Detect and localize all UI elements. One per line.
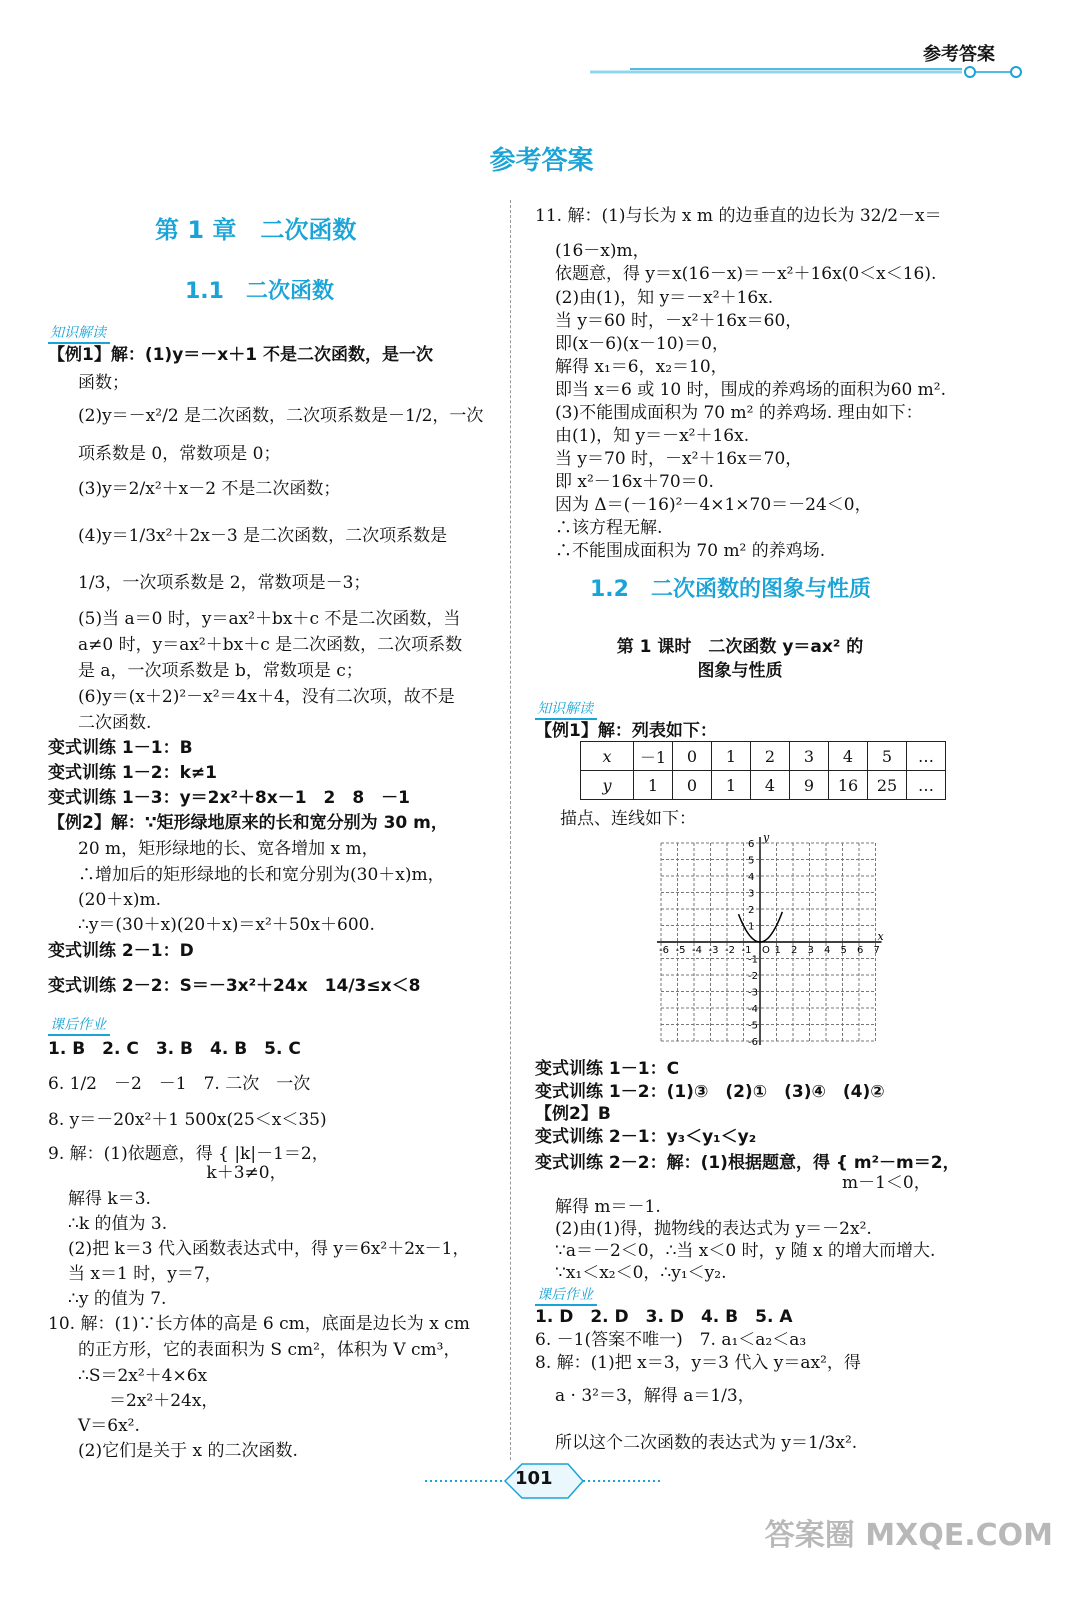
section-tag: 知识解读 xyxy=(48,322,110,344)
y-tick-label: -4 xyxy=(748,1004,758,1015)
answer-line: 变式训练 2－2：解：(1)根据题意，得 { m²－m＝2， xyxy=(535,1153,960,1173)
answer-line: ∴k 的值为 3. xyxy=(68,1214,168,1234)
answer-line: 9. 解：(1)依题意，得 { |k|－1＝2， xyxy=(48,1144,329,1164)
answer-line: 是 a，一次项系数是 b，常数项是 c； xyxy=(78,661,363,681)
answer-line: 变式训练 2－1：y₃＜y₁＜y₂ xyxy=(535,1127,757,1147)
table-cell: x xyxy=(581,742,634,771)
table-cell: … xyxy=(907,742,946,771)
answer-line: (2)把 k＝3 代入函数表达式中，得 y＝6x²＋2x－1， xyxy=(68,1239,470,1259)
answer-line: ∴增加后的矩形绿地的长和宽分别为(30＋x)m， xyxy=(78,865,445,885)
x-tick-label: 3 xyxy=(807,945,814,956)
answer-line: (2)由(1)得，抛物线的表达式为 y＝－2x². xyxy=(555,1219,872,1239)
y-axis-label: y xyxy=(763,831,770,844)
table-cell: 5 xyxy=(868,742,907,771)
answer-line: 变式训练 1－1：C xyxy=(535,1059,680,1079)
y-tick-label: 5 xyxy=(748,855,755,867)
x-tick-label: -3 xyxy=(708,945,719,956)
answer-line: 解得 k＝3. xyxy=(68,1189,151,1209)
answer-line: a · 3²＝3，解得 a＝1/3， xyxy=(555,1386,755,1406)
answer-line: 6. 1/2 －2 －1 7. 二次 一次 xyxy=(48,1074,311,1094)
answer-line: 1/3，一次项系数是 2，常数项是－3； xyxy=(78,573,371,593)
answer-line: 【例2】B xyxy=(535,1104,611,1124)
table-cell: 4 xyxy=(829,742,868,771)
answer-line: 6. －1(答案不唯一) 7. a₁＜a₂＜a₃ xyxy=(535,1330,807,1350)
answer-line: 由(1)，知 y＝－x²＋16x. xyxy=(555,426,750,446)
table-cell: 2 xyxy=(751,742,790,771)
section-tag: 课后作业 xyxy=(48,1014,110,1036)
answer-line: 描点、连线如下： xyxy=(560,809,696,829)
table-cell: 25 xyxy=(868,771,907,800)
answer-line: a≠0 时，y＝ax²＋bx＋c 是二次函数，二次项系数 xyxy=(78,635,463,655)
column-divider xyxy=(510,200,511,1460)
table-row xyxy=(581,742,946,771)
table-cell: －1 xyxy=(634,742,673,771)
answer-line: V＝6x². xyxy=(78,1416,140,1436)
answer-line: ∴不能围成面积为 70 m² 的养鸡场. xyxy=(555,541,826,561)
answer-line: 【例1】解：列表如下： xyxy=(535,721,717,741)
answer-line: 1. D 2. D 3. D 4. B 5. A xyxy=(535,1307,793,1327)
answer-line: 所以这个二次函数的表达式为 y＝1/3x². xyxy=(555,1433,858,1453)
answer-line: 1. B 2. C 3. B 4. B 5. C xyxy=(48,1039,301,1059)
x-axis-label: x xyxy=(877,930,884,943)
table-cell: 9 xyxy=(790,771,829,800)
x-tick-label: -5 xyxy=(675,945,686,956)
header-decoration xyxy=(590,64,1030,80)
y-tick-label: 1 xyxy=(748,921,755,933)
table-cell: 4 xyxy=(751,771,790,800)
lesson-title: 第 1 课时 二次函数 y＝ax² 的 xyxy=(616,637,864,657)
answer-line: (20＋x)m. xyxy=(78,890,162,910)
table-cell: 1 xyxy=(712,771,751,800)
section-tag: 知识解读 xyxy=(535,698,597,720)
answer-line: ∴y＝(30＋x)(20＋x)＝x²＋50x＋600. xyxy=(78,915,375,935)
x-tick-label: 5 xyxy=(840,945,847,956)
table-cell: … xyxy=(907,771,946,800)
answer-line: 【例2】解：∵矩形绿地原来的长和宽分别为 30 m， xyxy=(48,813,448,833)
section-tag: 课后作业 xyxy=(535,1284,597,1306)
table-cell: 1 xyxy=(712,742,751,771)
answer-line: 变式训练 1－1：B xyxy=(48,738,193,758)
x-tick-label: 4 xyxy=(824,945,831,956)
table-cell: 1 xyxy=(634,771,673,800)
answer-line: 解得 x₁＝6，x₂＝10， xyxy=(555,357,728,377)
answer-line: (16－x)m， xyxy=(555,241,650,261)
answer-line: (2)y＝－x²/2 是二次函数，二次项系数是－1/2，一次 xyxy=(78,406,484,426)
y-tick-label: -5 xyxy=(748,1020,758,1032)
watermark: 答案圈 MXQE.COM xyxy=(764,1518,1053,1553)
x-tick-label: -1 xyxy=(741,945,752,956)
answer-line: ∵x₁＜x₂＜0，∴y₁＜y₂. xyxy=(555,1263,727,1283)
answer-line: 8. 解：(1)把 x＝3，y＝3 代入 y＝ax²，得 xyxy=(535,1353,861,1373)
x-tick-label: -6 xyxy=(659,945,669,956)
y-tick-label: 3 xyxy=(748,888,755,900)
answer-line: k＋3≠0， xyxy=(48,1163,287,1183)
table-cell: y xyxy=(581,771,634,800)
y-tick-label: -2 xyxy=(748,971,758,982)
answer-line: (5)当 a＝0 时，y＝ax²＋bx＋c 不是二次函数，当 xyxy=(78,609,461,629)
answer-line: 变式训练 1－2：(1)③ (2)① (3)④ (4)② xyxy=(535,1082,885,1102)
table-cell: 3 xyxy=(790,742,829,771)
answer-line: (6)y＝(x＋2)²－x²＝4x＋4，没有二次项，故不是 xyxy=(78,687,455,707)
answer-line: 当 y＝60 时，－x²＋16x＝60， xyxy=(555,311,803,331)
answer-line: 当 y＝70 时，－x²＋16x＝70， xyxy=(555,449,803,469)
answer-line: 因为 Δ＝(－16)²－4×1×70＝－24＜0， xyxy=(555,495,872,515)
answer-line: (3)y＝2/x²＋x－2 不是二次函数； xyxy=(78,479,341,499)
answer-line: ∵a＝－2＜0，∴当 x＜0 时，y 随 x 的增大而增大. xyxy=(555,1241,936,1261)
parabola-graph xyxy=(640,828,900,1056)
x-tick-label: 7 xyxy=(873,945,880,956)
answer-line: 【例1】解：(1)y＝－x＋1 不是二次函数，是一次 xyxy=(48,345,433,365)
section-title: 1.2 二次函数的图象与性质 xyxy=(590,577,871,602)
y-tick-label: 2 xyxy=(748,905,755,916)
answer-line: 11. 解：(1)与长为 x m 的边垂直的边长为 32/2－x＝ xyxy=(535,206,942,226)
page-title: 参考答案 xyxy=(489,146,594,176)
answer-line: 20 m，矩形绿地的长、宽各增加 x m， xyxy=(78,839,379,859)
value-table xyxy=(580,741,946,800)
header-label: 参考答案 xyxy=(923,44,995,65)
answer-line: (2)由(1)，知 y＝－x²＋16x. xyxy=(555,288,774,308)
x-tick-label: -2 xyxy=(725,945,735,956)
answer-line: 变式训练 1－3：y＝2x²＋8x－1 2 8 －1 xyxy=(48,788,411,808)
answer-line: (3)不能围成面积为 70 m² 的养鸡场. 理由如下： xyxy=(555,403,923,423)
table-cell: 0 xyxy=(673,742,712,771)
table-cell: 16 xyxy=(829,771,868,800)
chapter-title: 第 1 章 二次函数 xyxy=(155,216,357,244)
answer-line: 的正方形，它的表面积为 S cm²，体积为 V cm³， xyxy=(78,1340,461,1360)
answer-line: 依题意，得 y＝x(16－x)＝－x²＋16x(0＜x＜16). xyxy=(555,264,937,284)
answer-line: 变式训练 2－1：D xyxy=(48,941,194,961)
x-tick-label: -4 xyxy=(692,945,702,956)
answer-line: 变式训练 2－2：S＝－3x²＋24x 14/3≤x＜8 xyxy=(48,976,421,996)
table-cell: 0 xyxy=(673,771,712,800)
table-row xyxy=(581,771,946,800)
x-tick-label: 6 xyxy=(857,945,864,956)
page-number: 101 xyxy=(515,1468,553,1489)
y-tick-label: -3 xyxy=(748,987,758,999)
answer-line: 当 x＝1 时，y＝7， xyxy=(68,1264,222,1284)
answer-line: 函数； xyxy=(78,373,129,393)
y-tick-label: 6 xyxy=(748,839,755,850)
answer-line: 即当 x＝6 或 10 时，围成的养鸡场的面积为60 m². xyxy=(555,380,947,400)
y-tick-label: 4 xyxy=(748,872,755,883)
answer-line: ∴y 的值为 7. xyxy=(68,1289,167,1309)
x-tick-label: 2 xyxy=(791,945,798,956)
answer-line: 变式训练 1－2：k≠1 xyxy=(48,763,217,783)
answer-line: 8. y＝－20x²＋1 500x(25＜x＜35) xyxy=(48,1110,327,1130)
answer-line: ∴该方程无解. xyxy=(555,518,663,538)
lesson-title: 图象与性质 xyxy=(697,661,783,681)
y-tick-label: -1 xyxy=(748,954,758,966)
section-title: 1.1 二次函数 xyxy=(185,279,334,304)
answer-line: ＝2x²＋24x， xyxy=(92,1391,219,1411)
answer-line: 二次函数. xyxy=(78,713,152,733)
origin-label: O xyxy=(762,945,770,956)
y-tick-label: -6 xyxy=(748,1037,758,1048)
answer-line: 10. 解：(1)∵长方体的高是 6 cm，底面是边长为 x cm xyxy=(48,1314,470,1334)
answer-line: (2)它们是关于 x 的二次函数. xyxy=(78,1441,298,1461)
answer-line: (4)y＝1/3x²＋2x－3 是二次函数，二次项系数是 xyxy=(78,526,448,546)
answer-line: 项系数是 0，常数项是 0； xyxy=(78,444,281,464)
answer-line: 即 x²－16x＋70＝0. xyxy=(555,472,714,492)
answer-line: 即(x－6)(x－10)＝0， xyxy=(555,334,729,354)
x-tick-label: 1 xyxy=(774,945,781,956)
answer-line: m－1＜0， xyxy=(842,1173,931,1193)
answer-line: 解得 m＝－1. xyxy=(555,1197,661,1217)
answer-line: ∴S＝2x²＋4×6x xyxy=(78,1366,208,1386)
